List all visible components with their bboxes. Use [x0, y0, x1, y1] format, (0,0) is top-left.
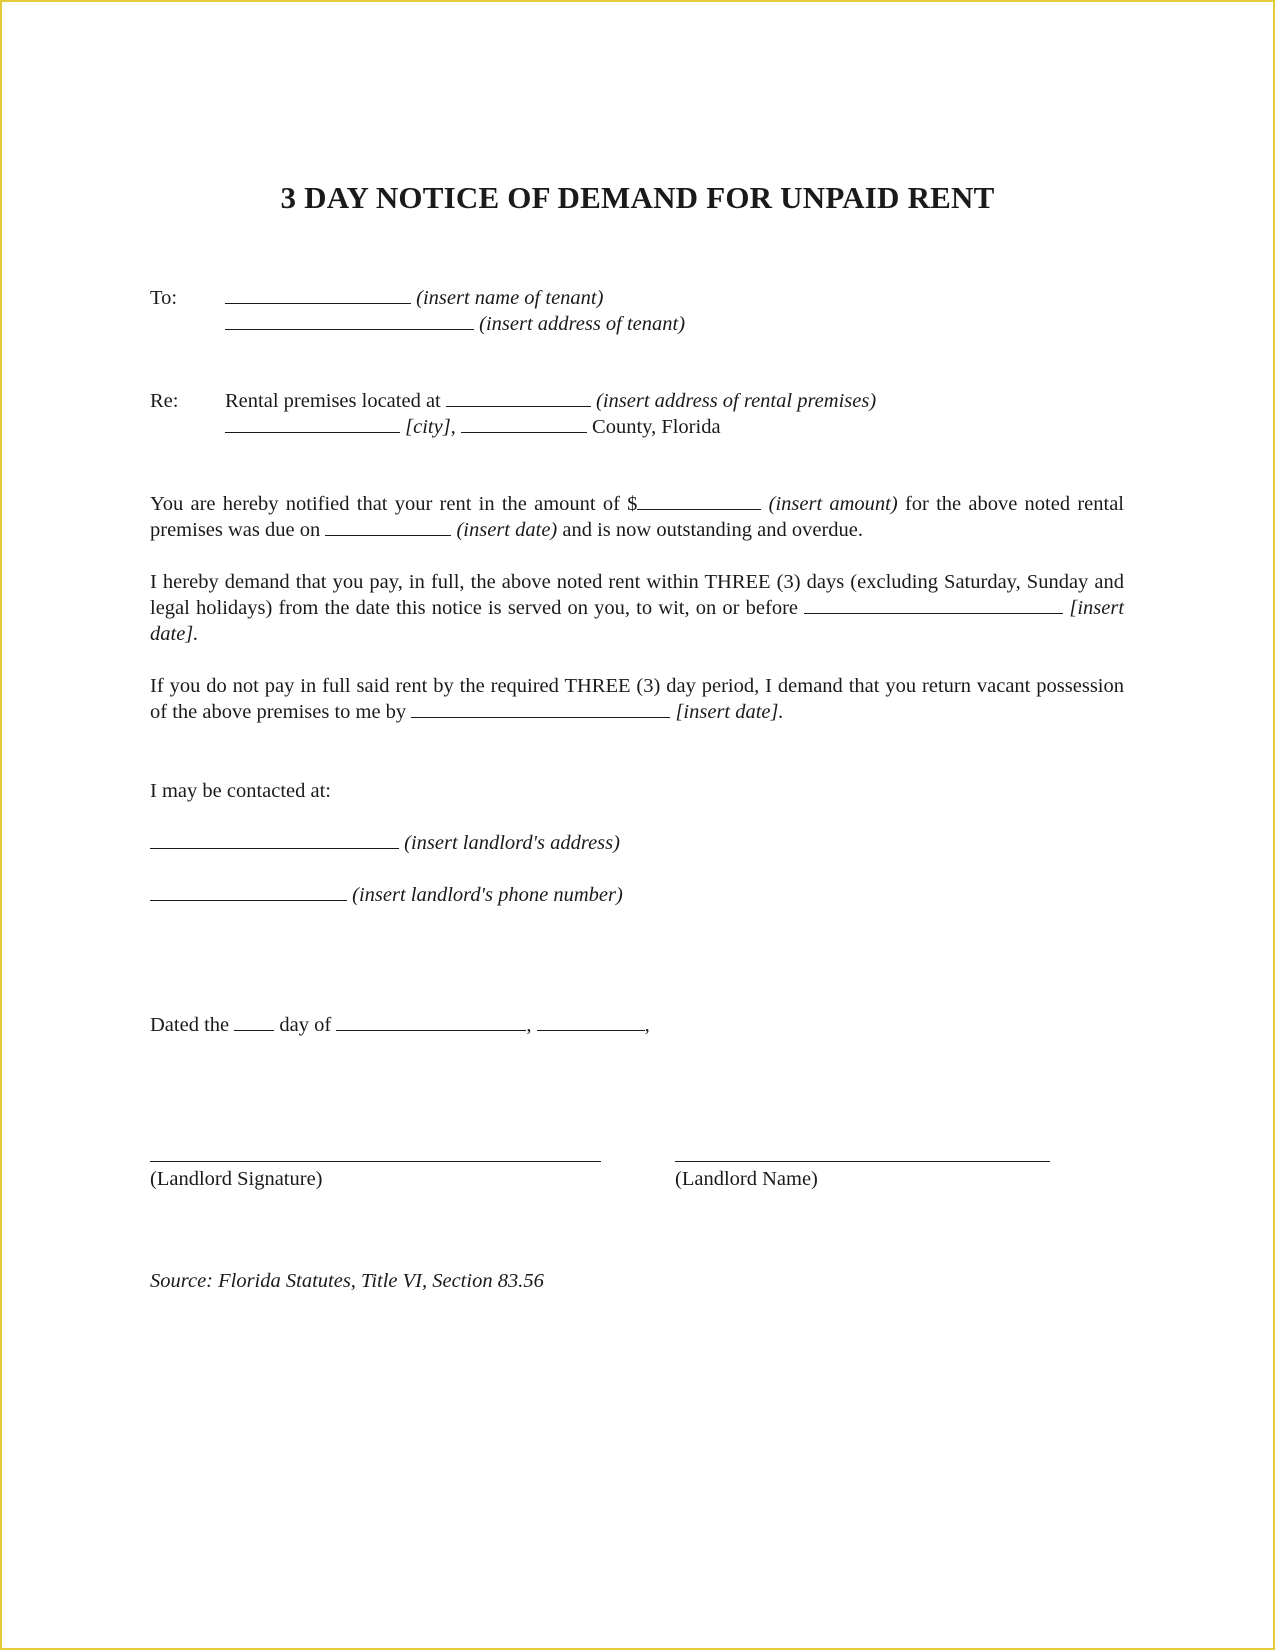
possession-text: If you do not pay in full said rent by the required THREE (3) day period, I demand that you return vacant possession of the above premises to me by [150, 675, 1124, 723]
document-title: 3 DAY NOTICE OF DEMAND FOR UNPAID RENT [280, 180, 995, 215]
premises-address-hint: (insert address of rental premises) [596, 390, 877, 412]
dated-line [150, 1012, 650, 1038]
contact-intro: I may be contacted at: [150, 780, 331, 802]
demand-date-blank[interactable] [804, 595, 1063, 614]
city-blank[interactable] [225, 414, 400, 433]
premises-line [225, 388, 876, 414]
premises-address-blank[interactable] [446, 388, 591, 407]
notice-paragraph [150, 491, 1124, 543]
landlord-signature-label: (Landlord Signature) [150, 1168, 323, 1190]
dated-day-blank[interactable] [234, 1012, 274, 1031]
landlord-name-line[interactable] [675, 1161, 1050, 1162]
source-citation: Source: Florida Statutes, Title VI, Section 83.56 [150, 1270, 544, 1292]
dated-month-blank[interactable] [336, 1012, 526, 1031]
city-hint: [city], [405, 416, 456, 438]
landlord-address-line [150, 830, 620, 856]
demand-paragraph [150, 569, 1124, 647]
landlord-name-label: (Landlord Name) [675, 1168, 818, 1190]
tenant-name-hint: (insert name of tenant) [416, 287, 604, 309]
possession-date-blank[interactable] [411, 699, 670, 718]
county-blank[interactable] [461, 414, 587, 433]
tenant-address-line [225, 311, 685, 337]
dated-prefix: Dated the [150, 1014, 230, 1036]
landlord-phone-hint: (insert landlord's phone number) [352, 884, 623, 906]
premises-prefix: Rental premises located at [225, 390, 441, 412]
county-suffix: County, Florida [592, 416, 721, 438]
notice-mid: for the above noted rental premises was due on [150, 493, 1124, 541]
to-label: To: [150, 287, 178, 309]
tenant-name-line [225, 285, 603, 311]
re-label: Re: [150, 390, 179, 412]
dated-day-of: day of [279, 1014, 332, 1036]
demand-date-hint: [insert date]. [150, 597, 1125, 645]
landlord-signature-line[interactable] [150, 1161, 601, 1162]
landlord-address-hint: (insert landlord's address) [404, 832, 620, 854]
dated-year-blank[interactable] [537, 1012, 645, 1031]
possession-date-hint: [insert date]. [675, 701, 784, 723]
city-county-line [225, 414, 721, 440]
tenant-address-blank[interactable] [225, 311, 474, 330]
possession-paragraph [150, 673, 1124, 725]
amount-hint: (insert amount) [768, 493, 898, 515]
due-date-hint: (insert date) [456, 519, 558, 541]
tenant-name-blank[interactable] [225, 285, 411, 304]
demand-text: I hereby demand that you pay, in full, the above noted rent within THREE (3) days (excluding Saturday, Sunday and legal holidays) from the date this notice is served on you, to wit, on or before [150, 571, 1124, 619]
landlord-phone-line [150, 882, 623, 908]
landlord-phone-blank[interactable] [150, 882, 347, 901]
notice-prefix: You are hereby notified that your rent in the amount of $ [150, 493, 638, 515]
notice-suffix: and is now outstanding and overdue. [562, 519, 864, 541]
amount-blank[interactable] [637, 491, 761, 510]
dated-end-comma: , [644, 1014, 650, 1036]
tenant-address-hint: (insert address of tenant) [479, 313, 686, 335]
landlord-address-blank[interactable] [150, 830, 399, 849]
due-date-blank[interactable] [325, 517, 451, 536]
dated-comma: , [526, 1014, 532, 1036]
